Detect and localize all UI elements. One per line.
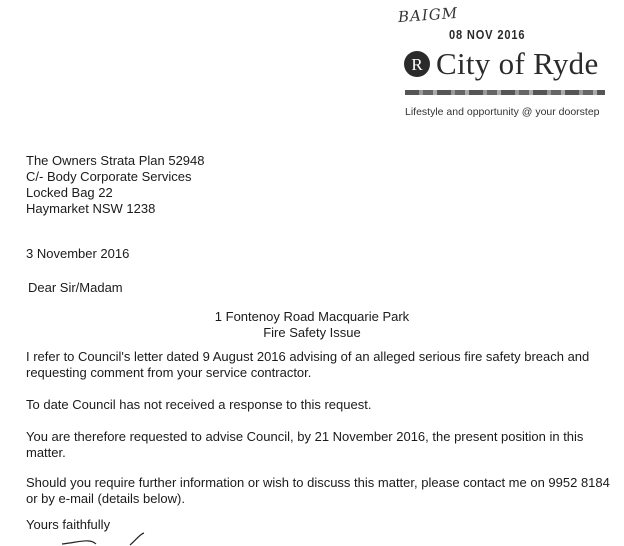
- logo-emblem-icon: R: [404, 51, 430, 77]
- body-paragraph: You are therefore requested to advise Council, by 21 November 2016, the present position in this matter.: [26, 429, 584, 460]
- handwritten-annotation: BAIGM: [397, 3, 459, 27]
- received-date-stamp: 08 NOV 2016: [449, 27, 526, 42]
- body-paragraph: To date Council has not received a response to this request.: [26, 397, 372, 412]
- subject-address: 1 Fontenoy Road Macquarie Park: [214, 309, 410, 324]
- council-tagline: Lifestyle and opportunity @ your doorstep: [405, 106, 600, 118]
- logo-decorative-bar: [405, 90, 605, 95]
- council-logo: [404, 44, 599, 84]
- address-line: Locked Bag 22: [26, 185, 113, 200]
- address-line: The Owners Strata Plan 52948: [26, 153, 205, 168]
- subject-topic: Fire Safety Issue: [263, 325, 361, 340]
- body-paragraph: I refer to Council's letter dated 9 August 2016 advising of an alleged serious fire safety breach and requesting comment from your service contractor.: [26, 349, 590, 380]
- salutation: Dear Sir/Madam: [28, 280, 123, 295]
- letter-date: 3 November 2016: [26, 246, 130, 261]
- body-paragraph: Should you require further information or wish to discuss this matter, please contact me on 9952 8184 or by e-mail (details below).: [26, 475, 610, 506]
- address-line: C/- Body Corporate Services: [26, 169, 192, 184]
- logo-wordmark: City of Ryde: [436, 46, 599, 81]
- letter-subject: [0, 309, 624, 341]
- recipient-address: [26, 153, 205, 217]
- address-line: Haymarket NSW 1238: [26, 201, 156, 216]
- closing-line: Yours faithfully: [26, 517, 111, 532]
